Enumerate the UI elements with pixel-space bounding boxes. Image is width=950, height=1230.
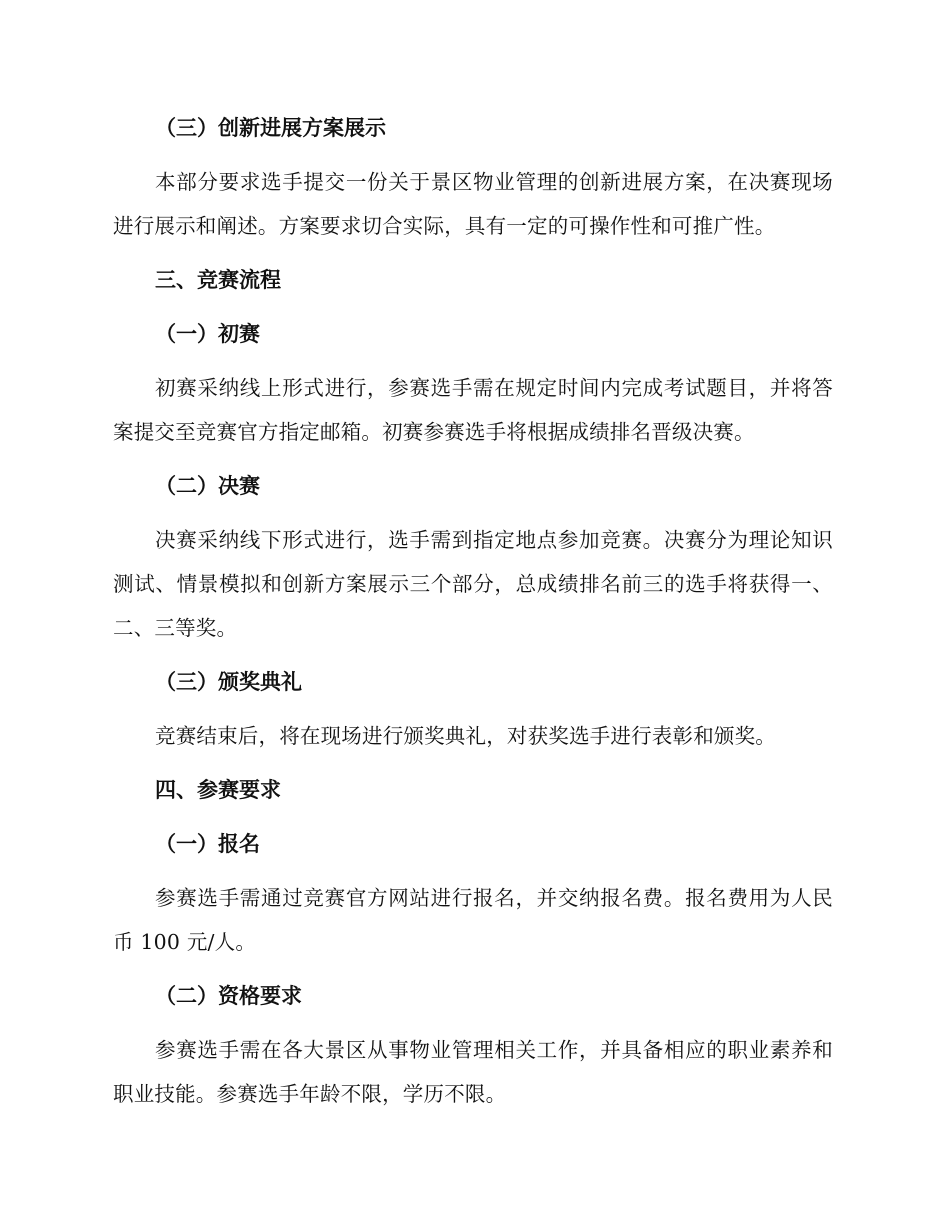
section-heading-participation-requirements: 四、参赛要求 bbox=[155, 778, 281, 802]
section-heading-competition-process: 三、竞赛流程 bbox=[155, 268, 281, 292]
paragraph-eligibility: 参赛选手需在各大景区从事物业管理相关工作，并具备相应的职业素养和职业技能。参赛选手年龄不限，学历不限。 bbox=[113, 1038, 833, 1106]
document-body bbox=[113, 106, 833, 1126]
section-heading-award-ceremony: （三）颁奖典礼 bbox=[155, 670, 302, 694]
paragraph-innovation-plan: 本部分要求选手提交一份关于景区物业管理的创新进展方案，在决赛现场进行展示和阐述。方案要求切合实际，具有一定的可操作性和可推广性。 bbox=[113, 170, 833, 238]
section-heading-innovation-plan: （三）创新进展方案展示 bbox=[155, 116, 386, 140]
section-heading-eligibility: （二）资格要求 bbox=[155, 984, 302, 1008]
paragraph-award-ceremony: 竞赛结束后，将在现场进行颁奖典礼，对获奖选手进行表彰和颁奖。 bbox=[155, 724, 776, 748]
section-heading-final: （二）决赛 bbox=[155, 474, 260, 498]
paragraph-registration: 参赛选手需通过竞赛官方网站进行报名，并交纳报名费。报名费用为人民币 100 元/人。 bbox=[113, 886, 833, 954]
section-heading-preliminary: （一）初赛 bbox=[155, 322, 260, 346]
section-heading-registration: （一）报名 bbox=[155, 832, 260, 856]
paragraph-preliminary: 初赛采纳线上形式进行，参赛选手需在规定时间内完成考试题目，并将答案提交至竞赛官方指定邮箱。初赛参赛选手将根据成绩排名晋级决赛。 bbox=[113, 376, 833, 444]
paragraph-final: 决赛采纳线下形式进行，选手需到指定地点参加竞赛。决赛分为理论知识测试、情景模拟和创新方案展示三个部分，总成绩排名前三的选手将获得一、二、三等奖。 bbox=[113, 528, 833, 640]
